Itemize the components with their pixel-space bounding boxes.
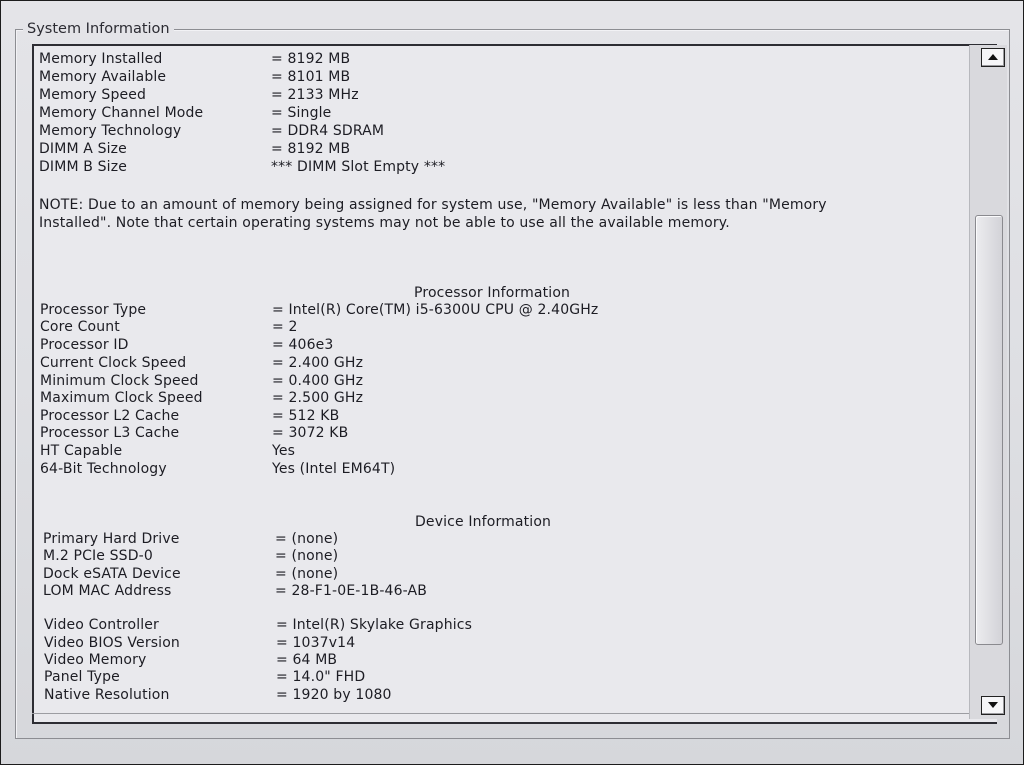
row-value: Yes: [272, 443, 296, 459]
row-label: Video BIOS Version: [44, 635, 180, 651]
triangle-up-icon: [988, 54, 998, 60]
row-value: Yes (Intel EM64T): [272, 461, 396, 477]
row-label: Video Memory: [44, 652, 147, 668]
row-value: = 512 KB: [272, 408, 340, 424]
scroll-down-button[interactable]: [981, 696, 1005, 715]
row-value: = (none): [275, 531, 339, 547]
row-label: Core Count: [40, 319, 120, 335]
row-value: = 8192 MB: [271, 141, 351, 157]
row-label: Video Controller: [44, 617, 159, 633]
row-label: Minimum Clock Speed: [40, 373, 199, 389]
info-content: [34, 46, 971, 722]
row-label: Current Clock Speed: [40, 355, 187, 371]
row-label: LOM MAC Address: [43, 583, 172, 599]
row-label: Panel Type: [44, 669, 120, 685]
row-label: 64-Bit Technology: [40, 461, 167, 477]
row-value: = 8101 MB: [271, 69, 351, 85]
row-label: Primary Hard Drive: [43, 531, 180, 547]
row-label: Processor L2 Cache: [40, 408, 180, 424]
row-value: = 2: [272, 319, 298, 335]
row-value: = Intel(R) Core(TM) i5-6300U CPU @ 2.40GHz: [272, 302, 599, 318]
row-value: = 28-F1-0E-1B-46-AB: [275, 583, 428, 599]
row-value: = 0.400 GHz: [272, 373, 364, 389]
row-label: HT Capable: [40, 443, 123, 459]
row-value: = 2.500 GHz: [272, 390, 364, 406]
row-value: = 64 MB: [276, 652, 338, 668]
row-label: Native Resolution: [44, 687, 170, 703]
row-label: Processor Type: [40, 302, 147, 318]
vertical-scrollbar[interactable]: [969, 45, 1007, 719]
row-label: M.2 PCIe SSD-0: [43, 548, 153, 564]
panel-bottom-divider: [32, 713, 972, 714]
row-label: Memory Available: [39, 69, 167, 85]
row-value: = 2.400 GHz: [272, 355, 364, 371]
row-value: *** DIMM Slot Empty ***: [271, 159, 446, 175]
scroll-up-button[interactable]: [981, 48, 1005, 67]
row-value: = 14.0" FHD: [276, 669, 366, 685]
row-value: = 8192 MB: [271, 51, 351, 67]
row-value: = 1037v14: [276, 635, 356, 651]
row-value: = DDR4 SDRAM: [271, 123, 385, 139]
row-value: = 406e3: [272, 337, 334, 353]
row-label: Processor L3 Cache: [40, 425, 180, 441]
triangle-down-icon: [988, 702, 998, 708]
row-label: Dock eSATA Device: [43, 566, 181, 582]
scrollbar-thumb[interactable]: [975, 215, 1003, 645]
row-value: = Single: [271, 105, 332, 121]
row-label: Processor ID: [40, 337, 129, 353]
row-value: = 3072 KB: [272, 425, 349, 441]
groupbox-title: System Information: [23, 20, 174, 38]
row-value: = (none): [275, 566, 339, 582]
processor-section-title: Processor Information: [414, 285, 571, 301]
row-value: = Intel(R) Skylake Graphics: [276, 617, 473, 633]
device-section-title: Device Information: [415, 514, 552, 530]
row-label: Memory Technology: [39, 123, 182, 139]
row-label: DIMM B Size: [39, 159, 127, 175]
row-label: Memory Installed: [39, 51, 163, 67]
row-label: DIMM A Size: [39, 141, 127, 157]
row-label: Memory Channel Mode: [39, 105, 204, 121]
memory-note: NOTE: Due to an amount of memory being assigned for system use, "Memory Available" is less than "Memory Installed". Note that certain operating systems may not be able to use all the available memory.: [39, 197, 827, 231]
row-label: Memory Speed: [39, 87, 147, 103]
row-value: = (none): [275, 548, 339, 564]
scrollbar-track[interactable]: [974, 70, 1004, 690]
row-value: = 2133 MHz: [271, 87, 359, 103]
row-label: Maximum Clock Speed: [40, 390, 203, 406]
info-panel: [32, 44, 997, 724]
row-value: = 1920 by 1080: [276, 687, 392, 703]
